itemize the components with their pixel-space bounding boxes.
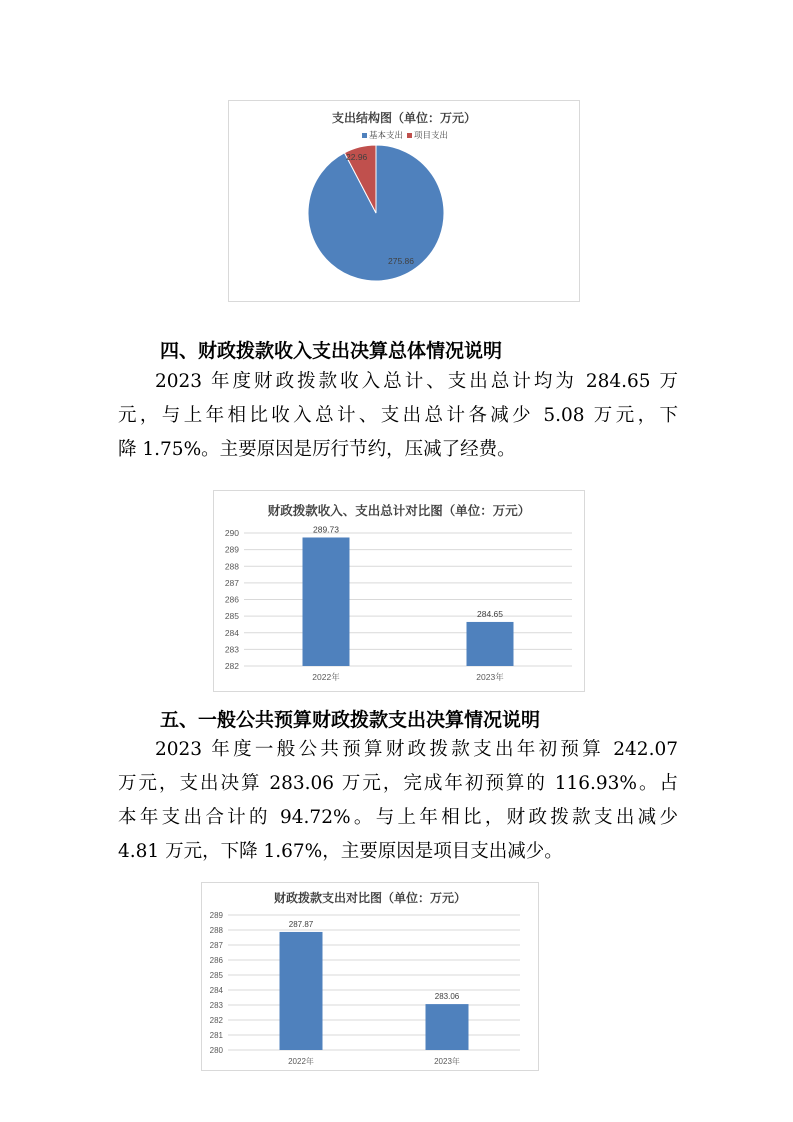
pie-chart-box bbox=[228, 100, 580, 302]
bar1-xtick-2: 2023年 bbox=[476, 672, 504, 682]
pie-legend-label-2: 项目支出 bbox=[414, 130, 449, 140]
section5-paragraph bbox=[118, 733, 678, 869]
bar1-ytick-7: 288 bbox=[224, 561, 239, 572]
bar1-ytick-3: 284 bbox=[224, 627, 239, 638]
section5-line-4: 4.81 万元，下降 1.67%，主要原因是项目支出减少。 bbox=[118, 841, 563, 862]
section4-line-1: 2023 年度财政拨款收入总计、支出总计均为 284.65 万 bbox=[155, 371, 678, 392]
bar2-ytick-5: 284 bbox=[209, 986, 223, 995]
section5-heading: 五、一般公共预算财政拨款支出决算情况说明 bbox=[160, 709, 541, 731]
bar-chart-2-box bbox=[201, 882, 539, 1071]
bar2-ytick-3: 282 bbox=[209, 1016, 223, 1025]
pie-legend-swatch-2 bbox=[407, 133, 412, 138]
bar1-xtick-1: 2022年 bbox=[312, 672, 340, 682]
section5-line-2: 万元，支出决算 283.06 万元，完成年初预算的 116.93%。占 bbox=[118, 773, 678, 794]
pie-legend-label-1: 基本支出 bbox=[369, 130, 404, 140]
bar-chart-2-title: 财政拨款支出对比图（单位：万元） bbox=[273, 891, 466, 905]
bar2-xtick-2: 2023年 bbox=[434, 1057, 460, 1066]
bar1-ytick-5: 286 bbox=[224, 594, 239, 605]
bar-chart-2 bbox=[202, 883, 538, 1070]
bar-chart-1-title: 财政拨款收入、支出总计对比图（单位：万元） bbox=[267, 503, 531, 518]
bar1-bar-1 bbox=[303, 537, 350, 666]
section4-line-3: 降 1.75%。主要原因是厉行节约，压减了经费。 bbox=[118, 439, 516, 460]
section4-paragraph bbox=[118, 365, 678, 467]
bar1-ytick-2: 283 bbox=[224, 644, 239, 655]
section4-heading: 四、财政拨款收入支出决算总体情况说明 bbox=[160, 340, 503, 362]
pie-chart bbox=[229, 101, 579, 301]
bar1-ytick-8: 289 bbox=[224, 544, 239, 555]
bar2-ytick-2: 281 bbox=[209, 1031, 223, 1040]
bar2-bar-2 bbox=[426, 1004, 469, 1050]
bar2-value-label-1: 287.87 bbox=[288, 919, 314, 929]
bar1-value-label-2: 284.65 bbox=[477, 608, 503, 619]
bar2-ytick-10: 289 bbox=[209, 911, 223, 920]
section5-line-1: 2023 年度一般公共预算财政拨款支出年初预算 242.07 bbox=[155, 739, 678, 760]
bar-chart-1-box bbox=[213, 490, 585, 692]
bar2-ytick-7: 286 bbox=[209, 956, 223, 965]
bar1-ytick-9: 290 bbox=[224, 528, 239, 538]
section5-line-3: 本年支出合计的 94.72%。与上年相比，财政拨款支出减少 bbox=[118, 807, 678, 828]
bar1-value-label-1: 289.73 bbox=[313, 524, 339, 535]
bar1-ytick-1: 282 bbox=[224, 661, 239, 671]
bar2-value-label-2: 283.06 bbox=[434, 992, 460, 1002]
section4-line-2: 元，与上年相比收入总计、支出总计各减少 5.08 万元，下 bbox=[118, 405, 678, 426]
bar2-bar-1 bbox=[280, 932, 323, 1050]
bar1-ytick-4: 285 bbox=[224, 611, 239, 622]
bar2-ytick-8: 287 bbox=[209, 941, 223, 950]
bar2-ytick-6: 285 bbox=[209, 971, 223, 980]
pie-chart-title: 支出结构图（单位：万元） bbox=[331, 111, 476, 125]
bar1-bar-2 bbox=[467, 622, 514, 666]
pie-data-label-2: 22.96 bbox=[346, 152, 368, 162]
pie-legend-swatch-1 bbox=[362, 133, 367, 138]
bar1-ytick-6: 287 bbox=[224, 577, 239, 588]
bar2-ytick-4: 283 bbox=[209, 1001, 223, 1010]
bar2-ytick-1: 280 bbox=[209, 1046, 223, 1055]
bar-chart-1 bbox=[214, 491, 584, 691]
bar2-ytick-9: 288 bbox=[209, 926, 223, 935]
pie-data-label-1: 275.86 bbox=[388, 256, 414, 266]
bar2-xtick-1: 2022年 bbox=[288, 1057, 314, 1066]
